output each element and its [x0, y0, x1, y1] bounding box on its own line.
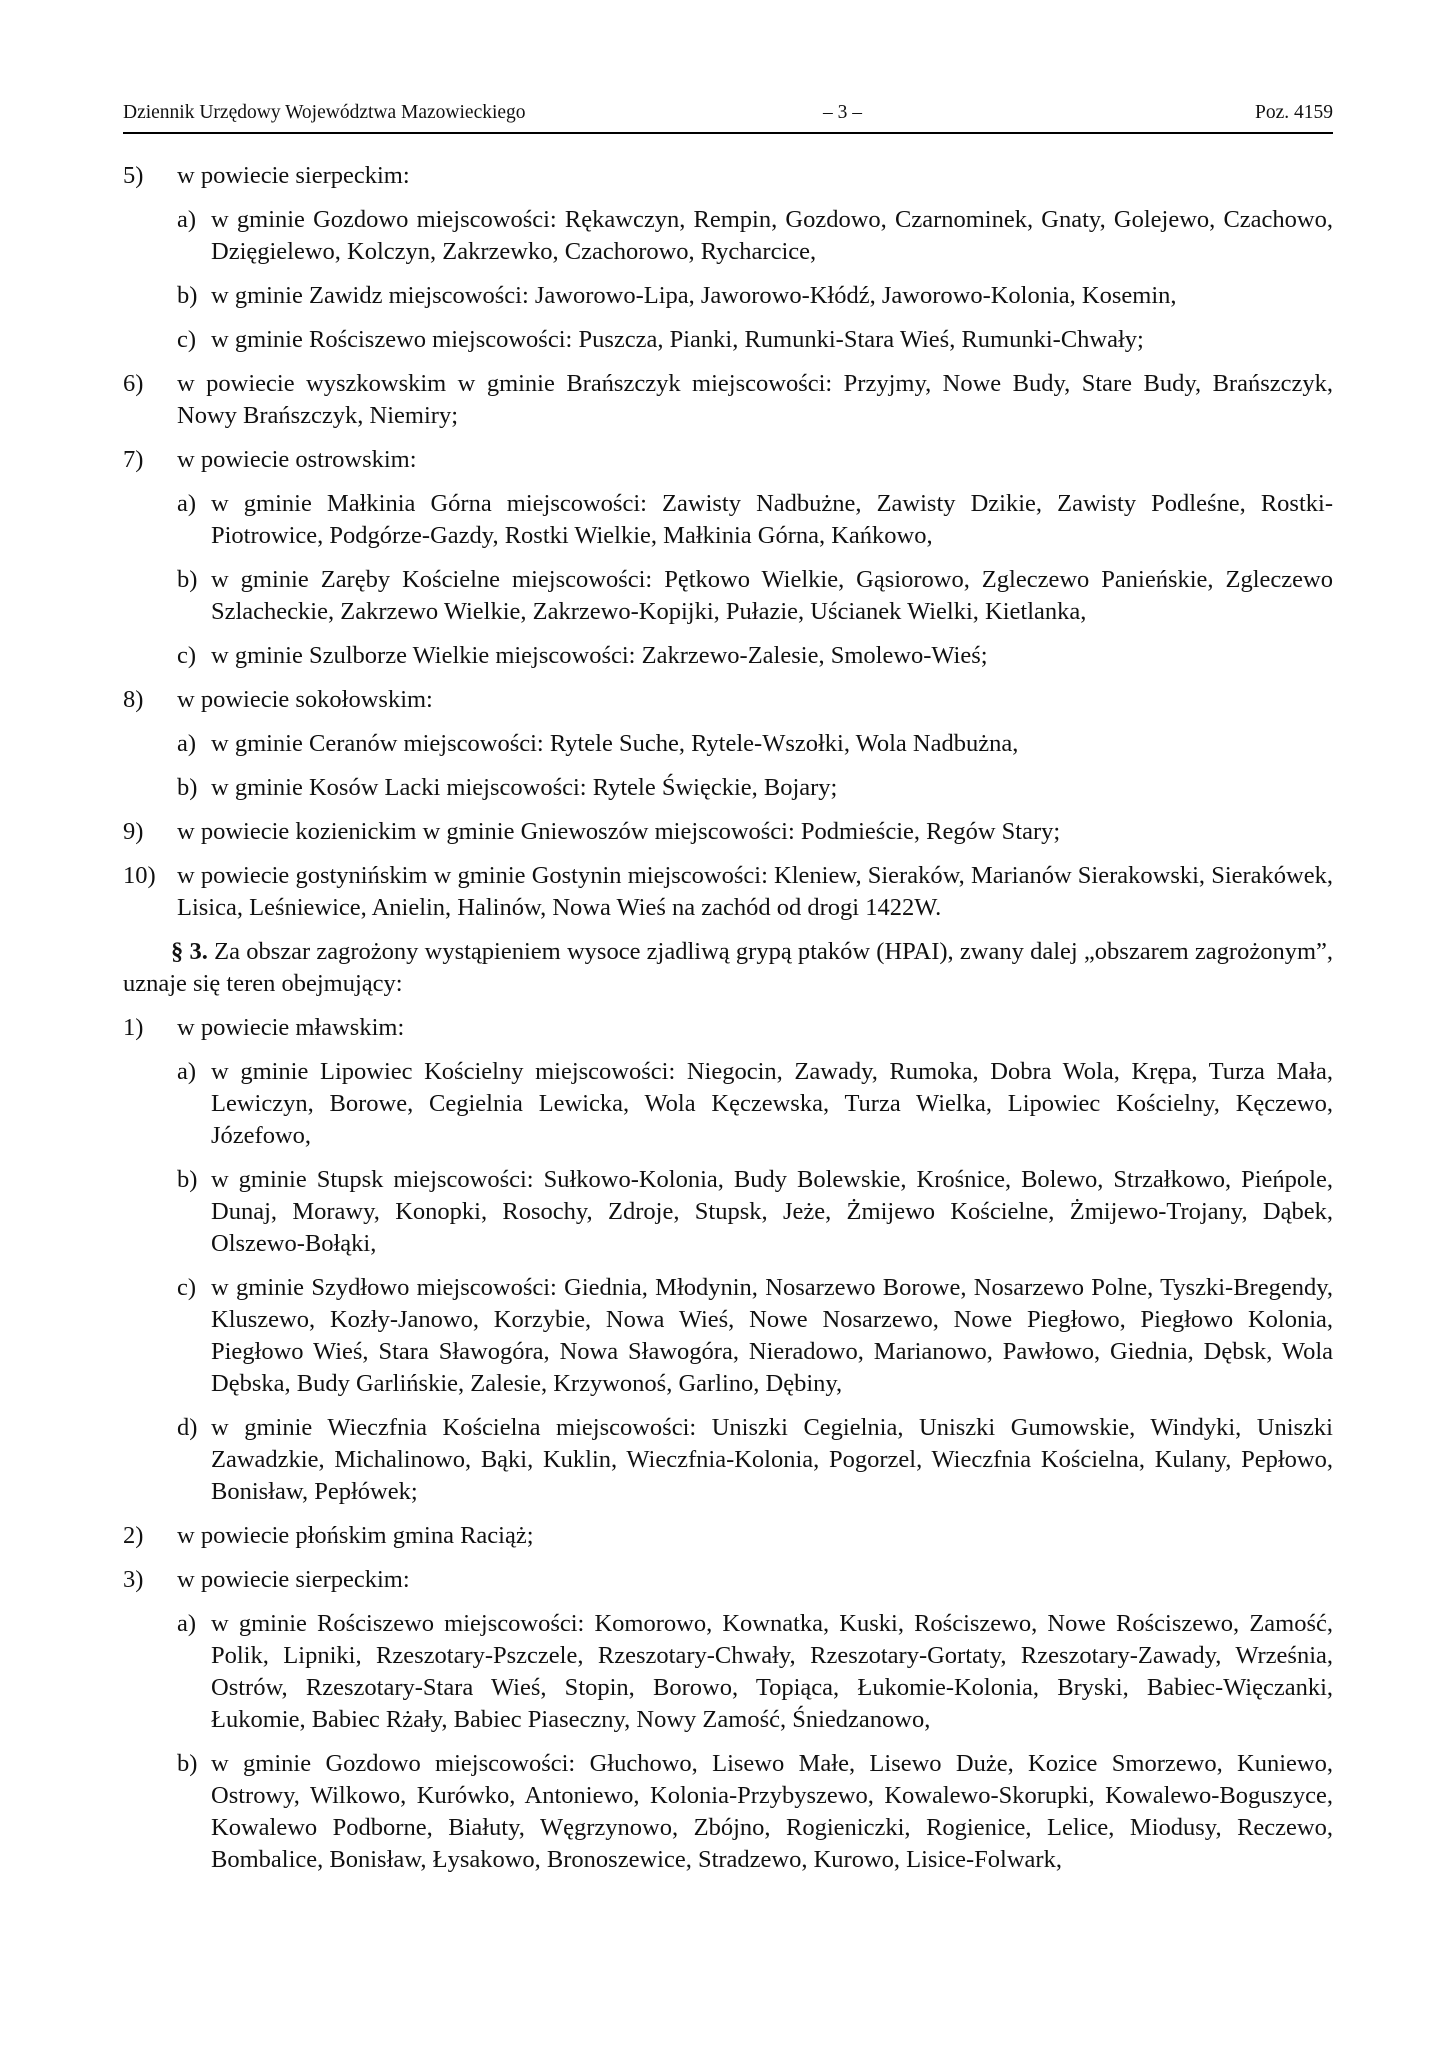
- item-text: w powiecie płońskim gmina Raciąż;: [177, 1522, 534, 1549]
- sub-item-letter: c): [177, 326, 197, 353]
- sub-item-letter: a): [177, 206, 197, 233]
- list-item: [123, 1012, 1333, 1044]
- item-number: 1): [123, 1014, 144, 1041]
- sub-item-letter: b): [177, 1166, 198, 1193]
- sub-item-letter: b): [177, 774, 198, 801]
- sub-item: [123, 324, 1333, 356]
- sub-item-letter: b): [177, 282, 198, 309]
- item-number: 5): [123, 162, 144, 189]
- list-item: [123, 816, 1333, 848]
- paragraph-symbol: § 3.: [171, 938, 208, 965]
- sub-item-letter: b): [177, 566, 198, 593]
- list-item: [123, 1520, 1333, 1552]
- position-number: Poz. 4159: [1255, 102, 1333, 123]
- item-number: 2): [123, 1522, 144, 1549]
- document-body: [123, 160, 1333, 1888]
- sub-item-letter: a): [177, 730, 197, 757]
- list-item: [123, 160, 1333, 192]
- sub-item-letter: c): [177, 1274, 197, 1301]
- item-number: 6): [123, 370, 144, 397]
- item-number: 9): [123, 818, 144, 845]
- page-header: [123, 98, 1333, 134]
- item-number: 7): [123, 446, 144, 473]
- sub-item-text: w gminie Zawidz miejscowości: Jaworowo-Lipa, Jaworowo-Kłódź, Jaworowo-Kolonia, Kosemin,: [211, 282, 1177, 309]
- list-item: [123, 444, 1333, 476]
- sub-item-text: w gminie Szydłowo miejscowości: Giednia, Młodynin, Nosarzewo Borowe, Nosarzewo Polne, Tyszki-Bregendy, Kluszewo, Kozły-Janowo, Korzybie, Nowa Wieś, Nowe Nosarzewo, Nowe Piegłowo, Piegłowo Kolonia, Piegłowo Wieś, Stara Sławogóra, Nowa Sławogóra, Nieradowo, Marianowo, Pawłowo, Giednia, Dębsk, Wola Dębska, Budy Garlińskie, Zalesie, Krzywonoś, Garlino, Dębiny,: [211, 1274, 1333, 1397]
- sub-item: [123, 772, 1333, 804]
- list-item: [123, 368, 1333, 432]
- item-number: 3): [123, 1566, 144, 1593]
- sub-item-text: w gminie Małkinia Górna miejscowości: Zawisty Nadbużne, Zawisty Dzikie, Zawisty Podleśne, Rostki-Piotrowice, Podgórze-Gazdy, Rostki Wielkie, Małkinia Górna, Kańkowo,: [211, 490, 1333, 549]
- item-text: w powiecie sierpeckim:: [177, 162, 410, 189]
- sub-item: [123, 564, 1333, 628]
- sub-item-letter: a): [177, 1610, 197, 1637]
- sub-item-letter: c): [177, 642, 197, 669]
- sub-item-letter: d): [177, 1414, 198, 1441]
- sub-item: [123, 204, 1333, 268]
- item-text: w powiecie gostynińskim w gminie Gostynin miejscowości: Kleniew, Sieraków, Marianów Sierakowski, Sierakówek, Lisica, Leśniewice, Anielin, Halinów, Nowa Wieś na zachód od drogi 1422W.: [177, 862, 1333, 921]
- sub-item: [123, 1164, 1333, 1260]
- sub-item-text: w gminie Ceranów miejscowości: Rytele Suche, Rytele-Wszołki, Wola Nadbużna,: [211, 730, 1019, 757]
- sub-item-text: w gminie Zaręby Kościelne miejscowości: Pętkowo Wielkie, Gąsiorowo, Zgleczewo Panieńskie, Zgleczewo Szlacheckie, Zakrzewo Wielkie, Zakrzewo-Kopijki, Pułazie, Uścianek Wielki, Kietlanka,: [211, 566, 1333, 625]
- paragraph: [123, 936, 1333, 1000]
- item-text: w powiecie kozienickim w gminie Gniewoszów miejscowości: Podmieście, Regów Stary;: [177, 818, 1061, 845]
- sub-item-letter: b): [177, 1750, 198, 1777]
- item-number: 10): [123, 862, 156, 889]
- journal-title: Dziennik Urzędowy Województwa Mazowieckiego: [123, 102, 526, 123]
- item-text: w powiecie wyszkowskim w gminie Brańszczyk miejscowości: Przyjmy, Nowe Budy, Stare Budy, Brańszczyk, Nowy Brańszczyk, Niemiry;: [177, 370, 1333, 429]
- item-text: w powiecie ostrowskim:: [177, 446, 417, 473]
- item-text: w powiecie sierpeckim:: [177, 1566, 410, 1593]
- list-item: [123, 860, 1333, 924]
- sub-item-letter: a): [177, 490, 197, 517]
- sub-item: [123, 488, 1333, 552]
- sub-item: [123, 280, 1333, 312]
- sub-item-text: w gminie Szulborze Wielkie miejscowości: Zakrzewo-Zalesie, Smolewo-Wieś;: [211, 642, 988, 669]
- sub-item: [123, 1608, 1333, 1736]
- sub-item: [123, 1412, 1333, 1508]
- paragraph-text: Za obszar zagrożony wystąpieniem wysoce zjadliwą grypą ptaków (HPAI), zwany dalej „obszarem zagrożonym”, uznaje się teren obejmujący:: [123, 938, 1334, 997]
- sub-item-text: w gminie Rościszewo miejscowości: Puszcza, Pianki, Rumunki-Stara Wieś, Rumunki-Chwały;: [211, 326, 1144, 353]
- item-text: w powiecie sokołowskim:: [177, 686, 433, 713]
- list-item: [123, 684, 1333, 716]
- item-number: 8): [123, 686, 144, 713]
- sub-item-text: w gminie Kosów Lacki miejscowości: Rytele Święckie, Bojary;: [211, 774, 838, 801]
- sub-item-text: w gminie Rościszewo miejscowości: Komorowo, Kownatka, Kuski, Rościszewo, Nowe Rościszewo, Zamość, Polik, Lipniki, Rzeszotary-Pszczele, Rzeszotary-Chwały, Rzeszotary-Gortaty, Rzeszotary-Zawady, Września, Ostrów, Rzeszotary-Stara Wieś, Stopin, Borowo, Topiąca, Łukomie-Kolonia, Bryski, Babiec-Więczanki, Łukomie, Babiec Rżały, Babiec Piaseczny, Nowy Zamość, Śniedzanowo,: [211, 1610, 1333, 1733]
- sub-item-text: w gminie Stupsk miejscowości: Sułkowo-Kolonia, Budy Bolewskie, Krośnice, Bolewo, Strzałkowo, Pieńpole, Dunaj, Morawy, Konopki, Rosochy, Zdroje, Stupsk, Jeże, Żmijewo Kościelne, Żmijewo-Trojany, Dąbek, Olszewo-Bołąki,: [211, 1166, 1333, 1257]
- item-text: w powiecie mławskim:: [177, 1014, 405, 1041]
- sub-item: [123, 1748, 1333, 1876]
- sub-item-letter: a): [177, 1058, 197, 1085]
- sub-item-text: w gminie Gozdowo miejscowości: Rękawczyn, Rempin, Gozdowo, Czarnominek, Gnaty, Golejewo, Czachowo, Dzięgielewo, Kolczyn, Zakrzewko, Czachorowo, Rycharcice,: [211, 206, 1333, 265]
- sub-item-text: w gminie Lipowiec Kościelny miejscowości: Niegocin, Zawady, Rumoka, Dobra Wola, Krępa, Turza Mała, Lewiczyn, Borowe, Cegielnia Lewicka, Wola Kęczewska, Turza Wielka, Lipowiec Kościelny, Kęczewo, Józefowo,: [211, 1058, 1333, 1149]
- page-number: – 3 –: [823, 102, 862, 123]
- sub-item-text: w gminie Wieczfnia Kościelna miejscowości: Uniszki Cegielnia, Uniszki Gumowskie, Windyki, Uniszki Zawadzkie, Michalinowo, Bąki, Kuklin, Wieczfnia-Kolonia, Pogorzel, Wieczfnia Kościelna, Kulany, Pepłowo, Bonisław, Pepłówek;: [211, 1414, 1333, 1505]
- sub-item-text: w gminie Gozdowo miejscowości: Głuchowo, Lisewo Małe, Lisewo Duże, Kozice Smorzewo, Kuniewo, Ostrowy, Wilkowo, Kurówko, Antoniewo, Kolonia-Przybyszewo, Kowalewo-Skorupki, Kowalewo-Boguszyce, Kowalewo Podborne, Białuty, Węgrzynowo, Zbójno, Rogieniczki, Rogienice, Lelice, Miodusy, Reczewo, Bombalice, Bonisław, Łysakowo, Bronoszewice, Stradzewo, Kurowo, Lisice-Folwark,: [211, 1750, 1333, 1873]
- list-item: [123, 1564, 1333, 1596]
- sub-item: [123, 1056, 1333, 1152]
- sub-item: [123, 640, 1333, 672]
- sub-item: [123, 1272, 1333, 1400]
- sub-item: [123, 728, 1333, 760]
